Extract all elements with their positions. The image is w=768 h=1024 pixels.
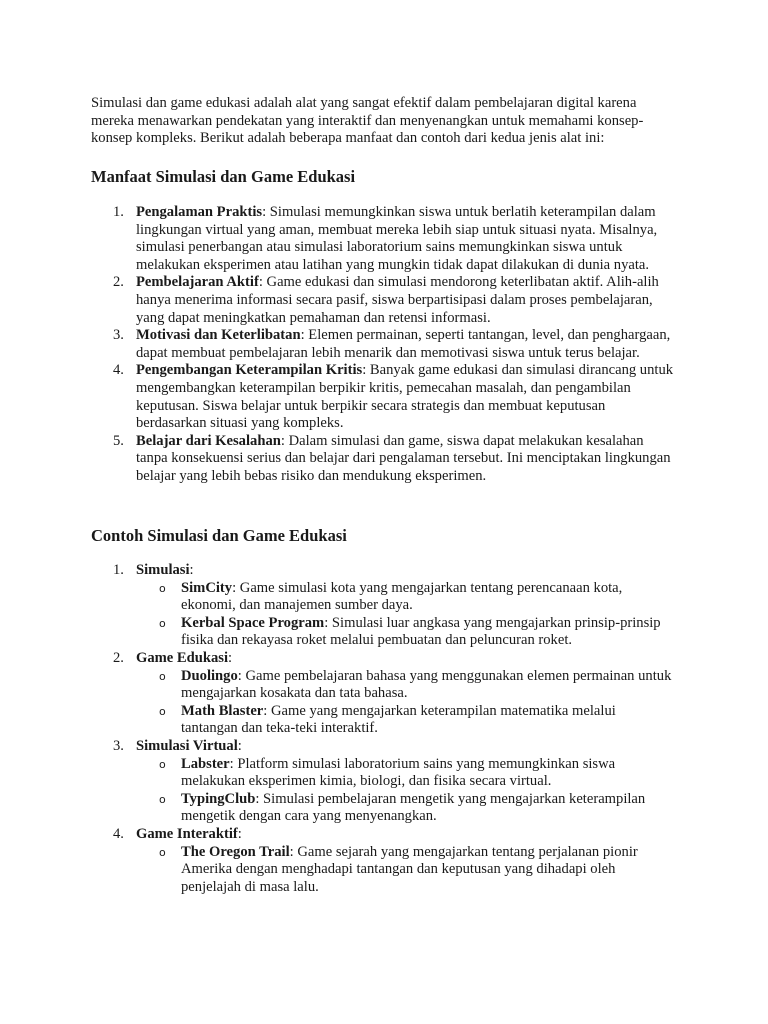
contoh-item bbox=[0, 826, 700, 896]
sub-item bbox=[136, 703, 676, 738]
sub-item bbox=[136, 844, 676, 897]
manfaat-list bbox=[0, 204, 700, 486]
circle-bullet-icon: o bbox=[159, 792, 166, 806]
sub-desc: : Game pembelajaran bahasa yang menggunakan elemen permainan untuk mengajarkan kosakata dan tata bahasa. bbox=[181, 667, 672, 702]
item-number: 5. bbox=[113, 432, 124, 449]
manfaat-item bbox=[0, 362, 700, 432]
circle-bullet-icon: o bbox=[159, 616, 166, 630]
item-term: Pengembangan Keterampilan Kritis bbox=[136, 362, 363, 379]
sub-term: The Oregon Trail bbox=[181, 843, 290, 860]
contoh-item bbox=[0, 650, 700, 738]
item-desc: : Simulasi memungkinkan siswa untuk berlatih keterampilan dalam lingkungan virtual yang aman, membuat mereka lebih siap untuk situasi nyata. Misalnya, simulasi penerbangan atau simulasi laboratorium sains memungkinkan siswa untuk melakukan eksperimen atau latihan yang mungkin tidak dapat dilakukan di dunia nyata. bbox=[136, 204, 658, 273]
circle-bullet-icon: o bbox=[159, 845, 166, 859]
item-term: Pembelajaran Aktif bbox=[136, 274, 259, 291]
item-term: Game Edukasi bbox=[136, 649, 229, 666]
sub-term: Labster bbox=[181, 755, 230, 772]
sub-term: SimCity bbox=[181, 579, 233, 596]
sub-list bbox=[136, 756, 700, 826]
sub-item bbox=[136, 580, 676, 615]
item-term: Pengalaman Praktis bbox=[136, 204, 263, 220]
item-number: 3. bbox=[113, 737, 124, 754]
sub-term: TypingClub bbox=[181, 790, 256, 807]
item-desc: : Banyak game edukasi dan simulasi dirancang untuk mengembangkan keterampilan berpikir kritis, pemecahan masalah, dan pengambilan keputusan. Siswa belajar untuk berpikir secara strategis dan membuat keputusan berdasarkan situasi yang kompleks. bbox=[136, 362, 674, 432]
item-desc: : bbox=[189, 562, 194, 578]
manfaat-item bbox=[0, 274, 700, 327]
sub-desc: : Simulasi luar angkasa yang mengajarkan prinsip-prinsip fisika dan rekayasa roket melalui pembuatan dan peluncuran roket. bbox=[181, 614, 661, 649]
item-term: Simulasi bbox=[136, 562, 190, 578]
item-number: 1. bbox=[113, 562, 124, 578]
sub-item bbox=[136, 668, 676, 703]
contoh-item bbox=[0, 738, 700, 826]
item-desc: : Game edukasi dan simulasi mendorong keterlibatan aktif. Alih-alih hanya menerima informasi secara pasif, siswa berpartisipasi dalam proses pembelajaran, yang dapat meningkatkan pemahaman dan retensi informasi. bbox=[136, 274, 659, 326]
sub-item bbox=[136, 756, 676, 791]
item-desc: : bbox=[237, 737, 242, 754]
manfaat-item bbox=[0, 204, 700, 274]
sub-desc: : Platform simulasi laboratorium sains yang memungkinkan siswa melakukan eksperimen kimia, biologi, dan fisika secara virtual. bbox=[181, 755, 616, 790]
item-term: Motivasi dan Keterlibatan bbox=[136, 327, 301, 344]
sub-term: Math Blaster bbox=[181, 702, 264, 719]
heading-manfaat: Manfaat Simulasi dan Game Edukasi bbox=[91, 167, 356, 186]
item-desc: : Elemen permainan, seperti tantangan, level, dan penghargaan, dapat membuat pembelajaran lebih menarik dan memotivasi siswa untuk terus belajar. bbox=[136, 327, 671, 361]
sub-list bbox=[136, 580, 700, 650]
item-number: 4. bbox=[113, 362, 124, 379]
heading-contoh: Contoh Simulasi dan Game Edukasi bbox=[91, 526, 347, 545]
item-term: Simulasi Virtual bbox=[136, 737, 238, 754]
sub-desc: : Game simulasi kota yang mengajarkan tentang perencanaan kota, ekonomi, dan manajemen sumber daya. bbox=[181, 579, 623, 614]
item-desc: : bbox=[237, 825, 242, 842]
sub-term: Kerbal Space Program bbox=[181, 614, 325, 631]
sub-desc: : Simulasi pembelajaran mengetik yang mengajarkan keterampilan mengetik dengan cara yang menyenangkan. bbox=[181, 790, 646, 825]
item-number: 1. bbox=[113, 204, 124, 220]
sub-list bbox=[136, 844, 700, 897]
sub-desc: : Game sejarah yang mengajarkan tentang perjalanan pionir Amerika dengan menghadapi tantangan dan keputusan yang dihadapi oleh penjelajah di masa lalu. bbox=[181, 843, 638, 895]
sub-item bbox=[136, 615, 676, 650]
item-term: Belajar dari Kesalahan bbox=[136, 432, 281, 449]
sub-desc: : Game yang mengajarkan keterampilan matematika melalui tantangan dan teka-teki interaktif. bbox=[181, 702, 616, 737]
sub-list bbox=[136, 668, 700, 738]
intro-paragraph: Simulasi dan game edukasi adalah alat yang sangat efektif dalam pembelajaran digital karena mereka menawarkan pendekatan yang interaktif dan menyenangkan untuk memahami konsep-konsep kompleks. Berikut adalah beberapa manfaat dan contoh dari kedua jenis alat ini: bbox=[91, 95, 644, 147]
item-number: 3. bbox=[113, 327, 124, 344]
circle-bullet-icon: o bbox=[159, 581, 166, 595]
circle-bullet-icon: o bbox=[159, 704, 166, 718]
item-number: 2. bbox=[113, 274, 124, 291]
item-number: 2. bbox=[113, 649, 124, 666]
circle-bullet-icon: o bbox=[159, 757, 166, 771]
item-desc: : bbox=[228, 649, 233, 666]
item-term: Game Interaktif bbox=[136, 825, 238, 842]
sub-item bbox=[136, 791, 676, 826]
manfaat-item bbox=[0, 433, 700, 486]
contoh-list bbox=[0, 562, 700, 896]
manfaat-item bbox=[0, 327, 700, 362]
item-desc: : Dalam simulasi dan game, siswa dapat melakukan kesalahan tanpa konsekuensi serius dan belajar dari pengalaman tersebut. Ini menciptakan lingkungan belajar yang lebih bebas risiko dan mendukung eksperimen. bbox=[136, 432, 671, 484]
item-number: 4. bbox=[113, 825, 124, 842]
circle-bullet-icon: o bbox=[159, 669, 166, 683]
sub-term: Duolingo bbox=[181, 667, 238, 684]
contoh-item bbox=[0, 562, 700, 650]
